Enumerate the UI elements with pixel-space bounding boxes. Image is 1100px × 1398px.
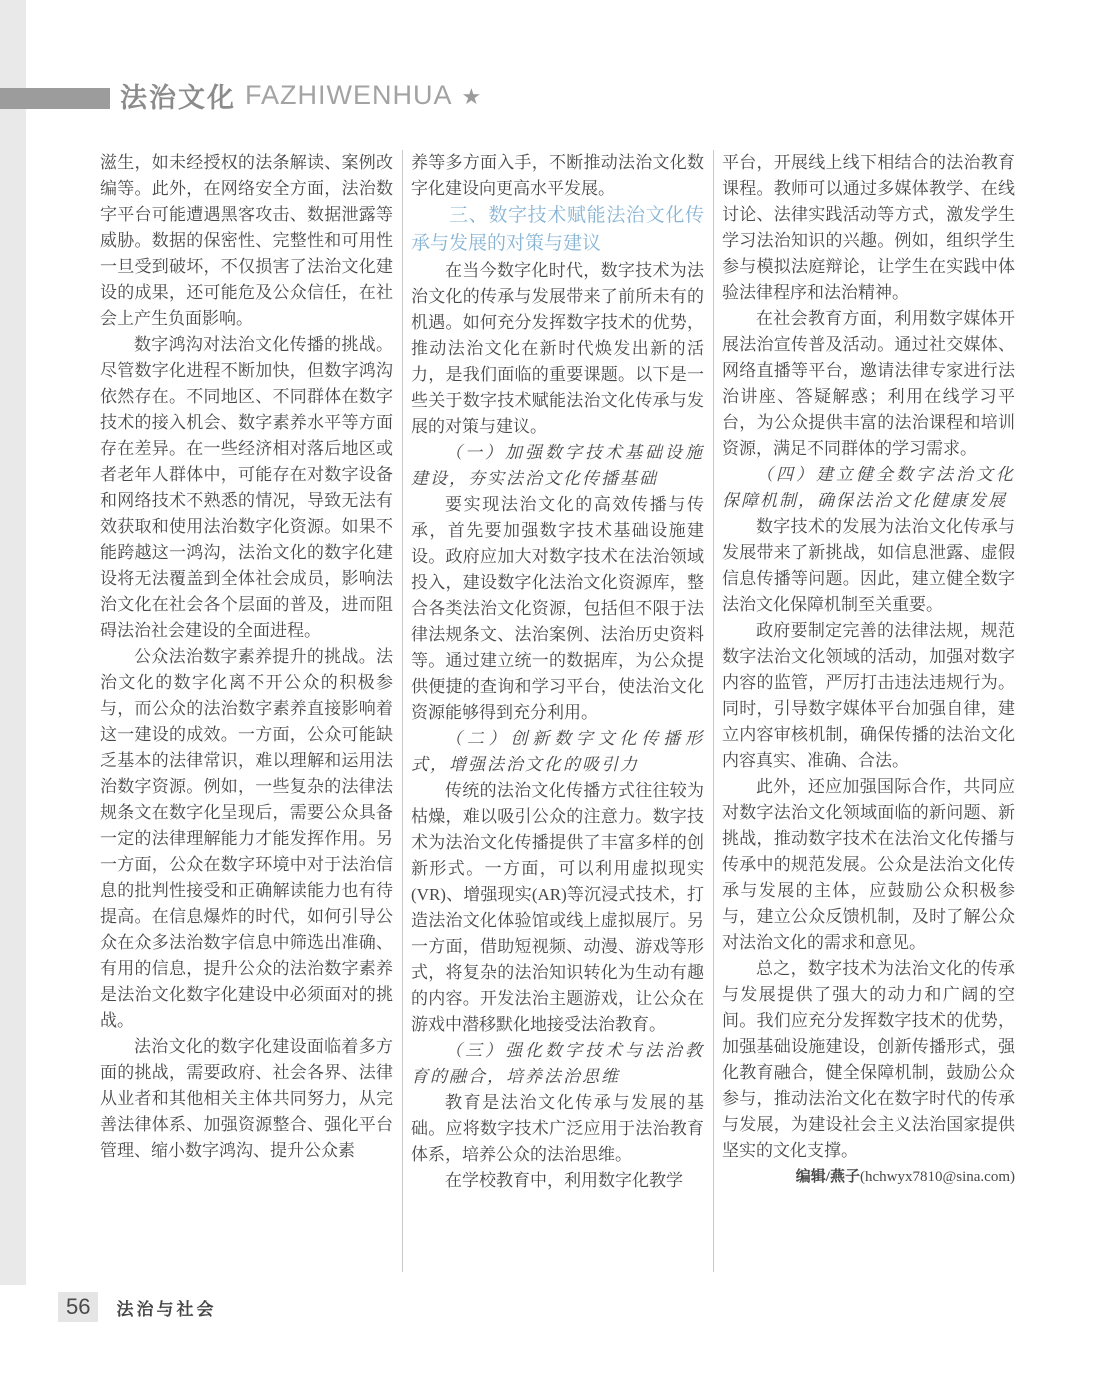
paragraph: 滋生，如未经授权的法条解读、案例改编等。此外，在网络安全方面，法治数字平台可能遭遇黑客攻击、数据泄露等威胁。数据的保密性、完整性和可用性一旦受到破坏，不仅损害了法治文化建设的成果，还可能危及公众信任，在社会上产生负面影响。 [100, 153, 393, 328]
paragraph: 传统的法治文化传播方式往往较为枯燥，难以吸引公众的注意力。数字技术为法治文化传播提供了丰富多样的创新形式。一方面，可以利用虚拟现实(VR)、增强现实(AR)等沉浸式技术，打造法治文化体验馆或线上虚拟展厅。另一方面，借助短视频、动漫、游戏等形式，将复杂的法治知识转化为生动有趣的内容。开发法治主题游戏，让公众在游戏中潜移默化地接受法治教育。 [411, 781, 704, 1034]
header-bar [0, 88, 110, 109]
paragraph: 公众法治数字素养提升的挑战。法治文化的数字化离不开公众的积极参与，而公众的法治数字素养直接影响着这一建设的成效。一方面，公众可能缺乏基本的法律常识，难以理解和运用法治数字资源。例如，一些复杂的法律法规条文在数字化呈现后，需要公众具备一定的法律理解能力才能发挥作用。另一方面，公众在数字环境中对于法治信息的批判性接受和正确解读能力也有待提高。在信息爆炸的时代，如何引导公众在众多法治数字信息中筛选出准确、有用的信息，提升公众的法治数字素养是法治文化数字化建设中必须面对的挑战。 [100, 647, 393, 1030]
subsection-heading: （二）创新数字文化传播形式，增强法治文化的吸引力 [411, 729, 704, 774]
editor-email: (hchwyx7810@sina.com) [859, 1169, 1015, 1185]
paragraph: 数字鸿沟对法治文化传播的挑战。尽管数字化进程不断加快，但数字鸿沟依然存在。不同地区、不同群体在数字技术的接入机会、数字素养水平等方面存在差异。在一些经济相对落后地区或者老年人群体中，可能存在对数字设备和网络技术不熟悉的情况，导致无法有效获取和使用法治数字化资源。如果不能跨越这一鸿沟，法治文化的数字化建设将无法覆盖到全体社会成员，影响法治文化在社会各个层面的普及，进而阻碍法治社会建设的全面进程。 [100, 335, 393, 640]
subsection-heading: （四）建立健全数字法治文化保障机制，确保法治文化健康发展 [722, 465, 1015, 510]
section-title-en: FAZHIWENHUA [245, 80, 453, 110]
page-footer [58, 1292, 216, 1322]
column-2 [411, 150, 714, 1272]
page-edge-strip [0, 0, 26, 1285]
paragraph: 平台，开展线上线下相结合的法治教育课程。教师可以通过多媒体教学、在线讨论、法律实践活动等方式，激发学生学习法治知识的兴趣。例如，组织学生参与模拟法庭辩论，让学生在实践中体验法律程序和法治精神。 [722, 153, 1015, 302]
subsection-heading: （一）加强数字技术基础设施建设，夯实法治文化传播基础 [411, 443, 704, 488]
journal-title: 法治与社会 [116, 1299, 217, 1319]
paragraph: 政府要制定完善的法律法规，规范数字法治文化领域的活动，加强对数字内容的监管，严厉打击违法违规行为。同时，引导数字媒体平台加强自律，建立内容审核机制，确保传播的法治文化内容真实、准确、合法。 [722, 621, 1015, 770]
paragraph: 教育是法治文化传承与发展的基础。应将数字技术广泛应用于法治教育体系，培养公众的法治思维。 [411, 1093, 704, 1164]
paragraph: 总之，数字技术为法治文化的传承与发展提供了强大的动力和广阔的空间。我们应充分发挥数字技术的优势，加强基础设施建设，创新传播形式，强化教育融合，健全保障机制，鼓励公众参与，推动法治文化在数字时代的传承与发展，为建设社会主义法治国家提供坚实的文化支撑。 [722, 959, 1015, 1160]
editor-credit [722, 1164, 1015, 1190]
paragraph: 数字技术的发展为法治文化传承与发展带来了新挑战，如信息泄露、虚假信息传播等问题。因此，建立健全数字法治文化保障机制至关重要。 [722, 517, 1015, 614]
page-number: 56 [58, 1292, 98, 1322]
section-title-cn: 法治文化 [120, 83, 236, 113]
page-header [120, 76, 481, 115]
paragraph: 养等多方面入手，不断推动法治文化数字化建设向更高水平发展。 [411, 153, 704, 198]
column-1 [100, 150, 403, 1272]
star-icon: ★ [461, 83, 482, 109]
editor-name: 编辑/燕子 [795, 1169, 860, 1185]
paragraph: 在当今数字化时代，数字技术为法治文化的传承与发展带来了前所未有的机遇。如何充分发挥数字技术的优势，推动法治文化在新时代焕发出新的活力，是我们面临的重要课题。以下是一些关于数字技术赋能法治文化传承与发展的对策与建议。 [411, 261, 704, 436]
section-heading: 三、数字技术赋能法治文化传承与发展的对策与建议 [411, 205, 704, 254]
column-3 [722, 150, 1015, 1272]
paragraph: 要实现法治文化的高效传播与传承，首先要加强数字技术基础设施建设。政府应加大对数字技术在法治领域投入，建设数字化法治文化资源库，整合各类法治文化资源，包括但不限于法律法规条文、法治案例、法治历史资料等。通过建立统一的数据库，为公众提供便捷的查询和学习平台，使法治文化资源能够得到充分利用。 [411, 495, 704, 722]
paragraph: 此外，还应加强国际合作，共同应对数字法治文化领域面临的新问题、新挑战，推动数字技术在法治文化传播与传承中的规范发展。公众是法治文化传承与发展的主体，应鼓励公众积极参与，建立公众反馈机制，及时了解公众对法治文化的需求和意见。 [722, 777, 1015, 952]
paragraph: 法治文化的数字化建设面临着多方面的挑战，需要政府、社会各界、法律从业者和其他相关主体共同努力，从完善法律体系、加强资源整合、强化平台管理、缩小数字鸿沟、提升公众素 [100, 1037, 393, 1160]
paragraph: 在社会教育方面，利用数字媒体开展法治宣传普及活动。通过社交媒体、网络直播等平台，邀请法律专家进行法治讲座、答疑解惑；利用在线学习平台，为公众提供丰富的法治课程和培训资源，满足不同群体的学习需求。 [722, 309, 1015, 458]
article-body [100, 150, 1015, 1272]
paragraph: 在学校教育中，利用数字化教学 [445, 1171, 683, 1190]
subsection-heading: （三）强化数字技术与法治教育的融合，培养法治思维 [411, 1041, 704, 1086]
